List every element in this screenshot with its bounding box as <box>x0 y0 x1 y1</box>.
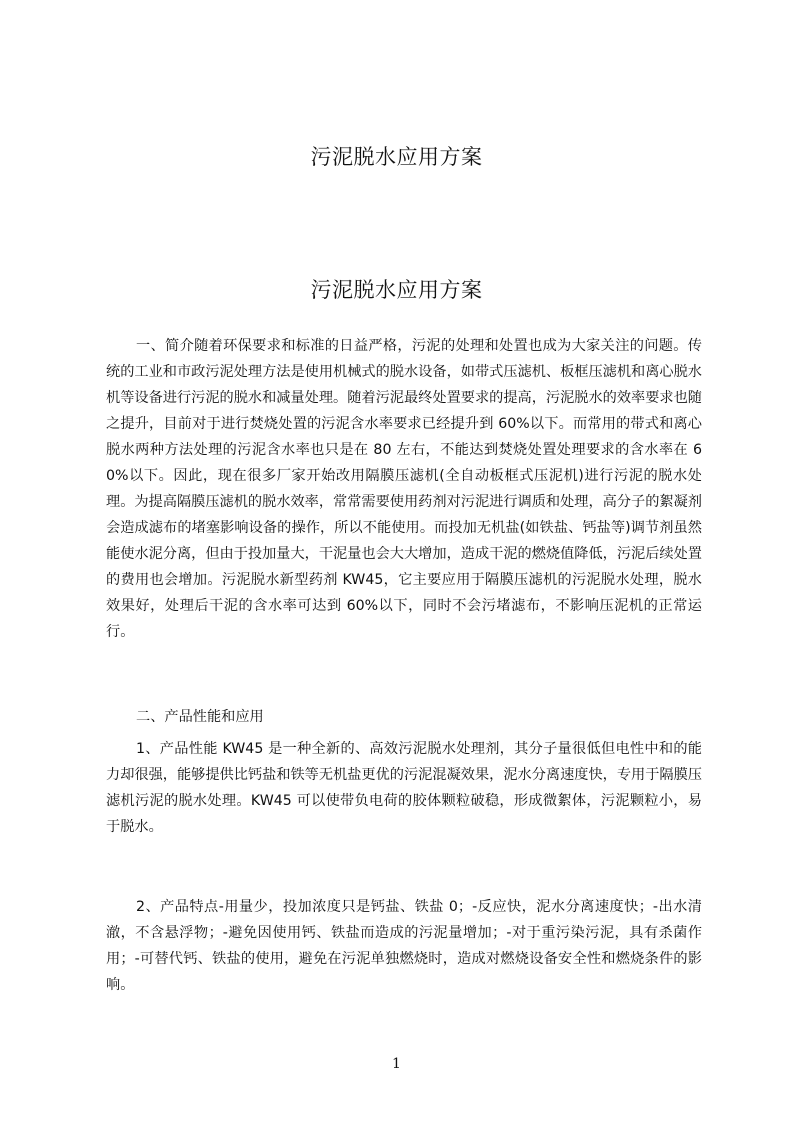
features-paragraph: 2、产品特点-用量少，投加浓度只是钙盐、铁盐 0；-反应快，泥水分离速度快；-出水清澈，不含悬浮物；-避免因使用钙、铁盐而造成的污泥量增加；-对于重污染污泥，具有杀菌作用；-可替代钙、铁盐的使用，避免在污泥单独燃烧时，造成对燃烧设备安全性和燃烧条件的影响。 <box>106 899 702 993</box>
section-heading-product: 二、产品性能和应用 <box>136 709 264 725</box>
performance-paragraph: 1、产品性能 KW45 是一种全新的、高效污泥脱水处理剂，其分子量很低但电性中和的能力却很强，能够提供比钙盐和铁等无机盐更优的污泥混凝效果，泥水分离速度快，专用于隔膜压滤机污泥的脱水处理。KW45 可以使带负电荷的胶体颗粒破稳，形成微絮体，污泥颗粒小，易于脱水。 <box>106 741 702 835</box>
header-title: 污泥脱水应用方案 <box>310 145 483 169</box>
page-title: 污泥脱水应用方案 <box>310 278 483 302</box>
page-number: 1 <box>392 1056 401 1072</box>
intro-paragraph: 一、简介随着环保要求和标准的日益严格，污泥的处理和处置也成为大家关注的问题。传统的工业和市政污泥处理方法是使用机械式的脱水设备，如带式压滤机、板框压滤机和离心脱水机等设备进行污泥的脱水和减量处理。随着污泥最终处置要求的提高，污泥脱水的效率要求也随之提升，目前对于进行焚烧处置的污泥含水率要求已经提升到 60%以下。而常用的带式和离心脱水两种方法处理的污泥含水率也只是在 80 左右，不能达到焚烧处置处理要求的含水率在 60%以下。因此，现在很多厂家开始改用隔膜压滤机(全自动板框式压泥机)进行污泥的脱水处理。为提高隔膜压滤机的脱水效率，常常需要使用药剂对污泥进行调质和处理，高分子的絮凝剂会造成滤布的堵塞影响设备的操作，所以不能使用。而投加无机盐(如铁盐、钙盐等)调节剂虽然能使水泥分离，但由于投加量大，干泥量也会大大增加，造成干泥的燃烧值降低，污泥后续处置的费用也会增加。污泥脱水新型药剂 KW45，它主要应用于隔膜压滤机的污泥脱水处理，脱水效果好，处理后干泥的含水率可达到 60%以下，同时不会污堵滤布，不影响压泥机的正常运行。 <box>106 338 702 640</box>
